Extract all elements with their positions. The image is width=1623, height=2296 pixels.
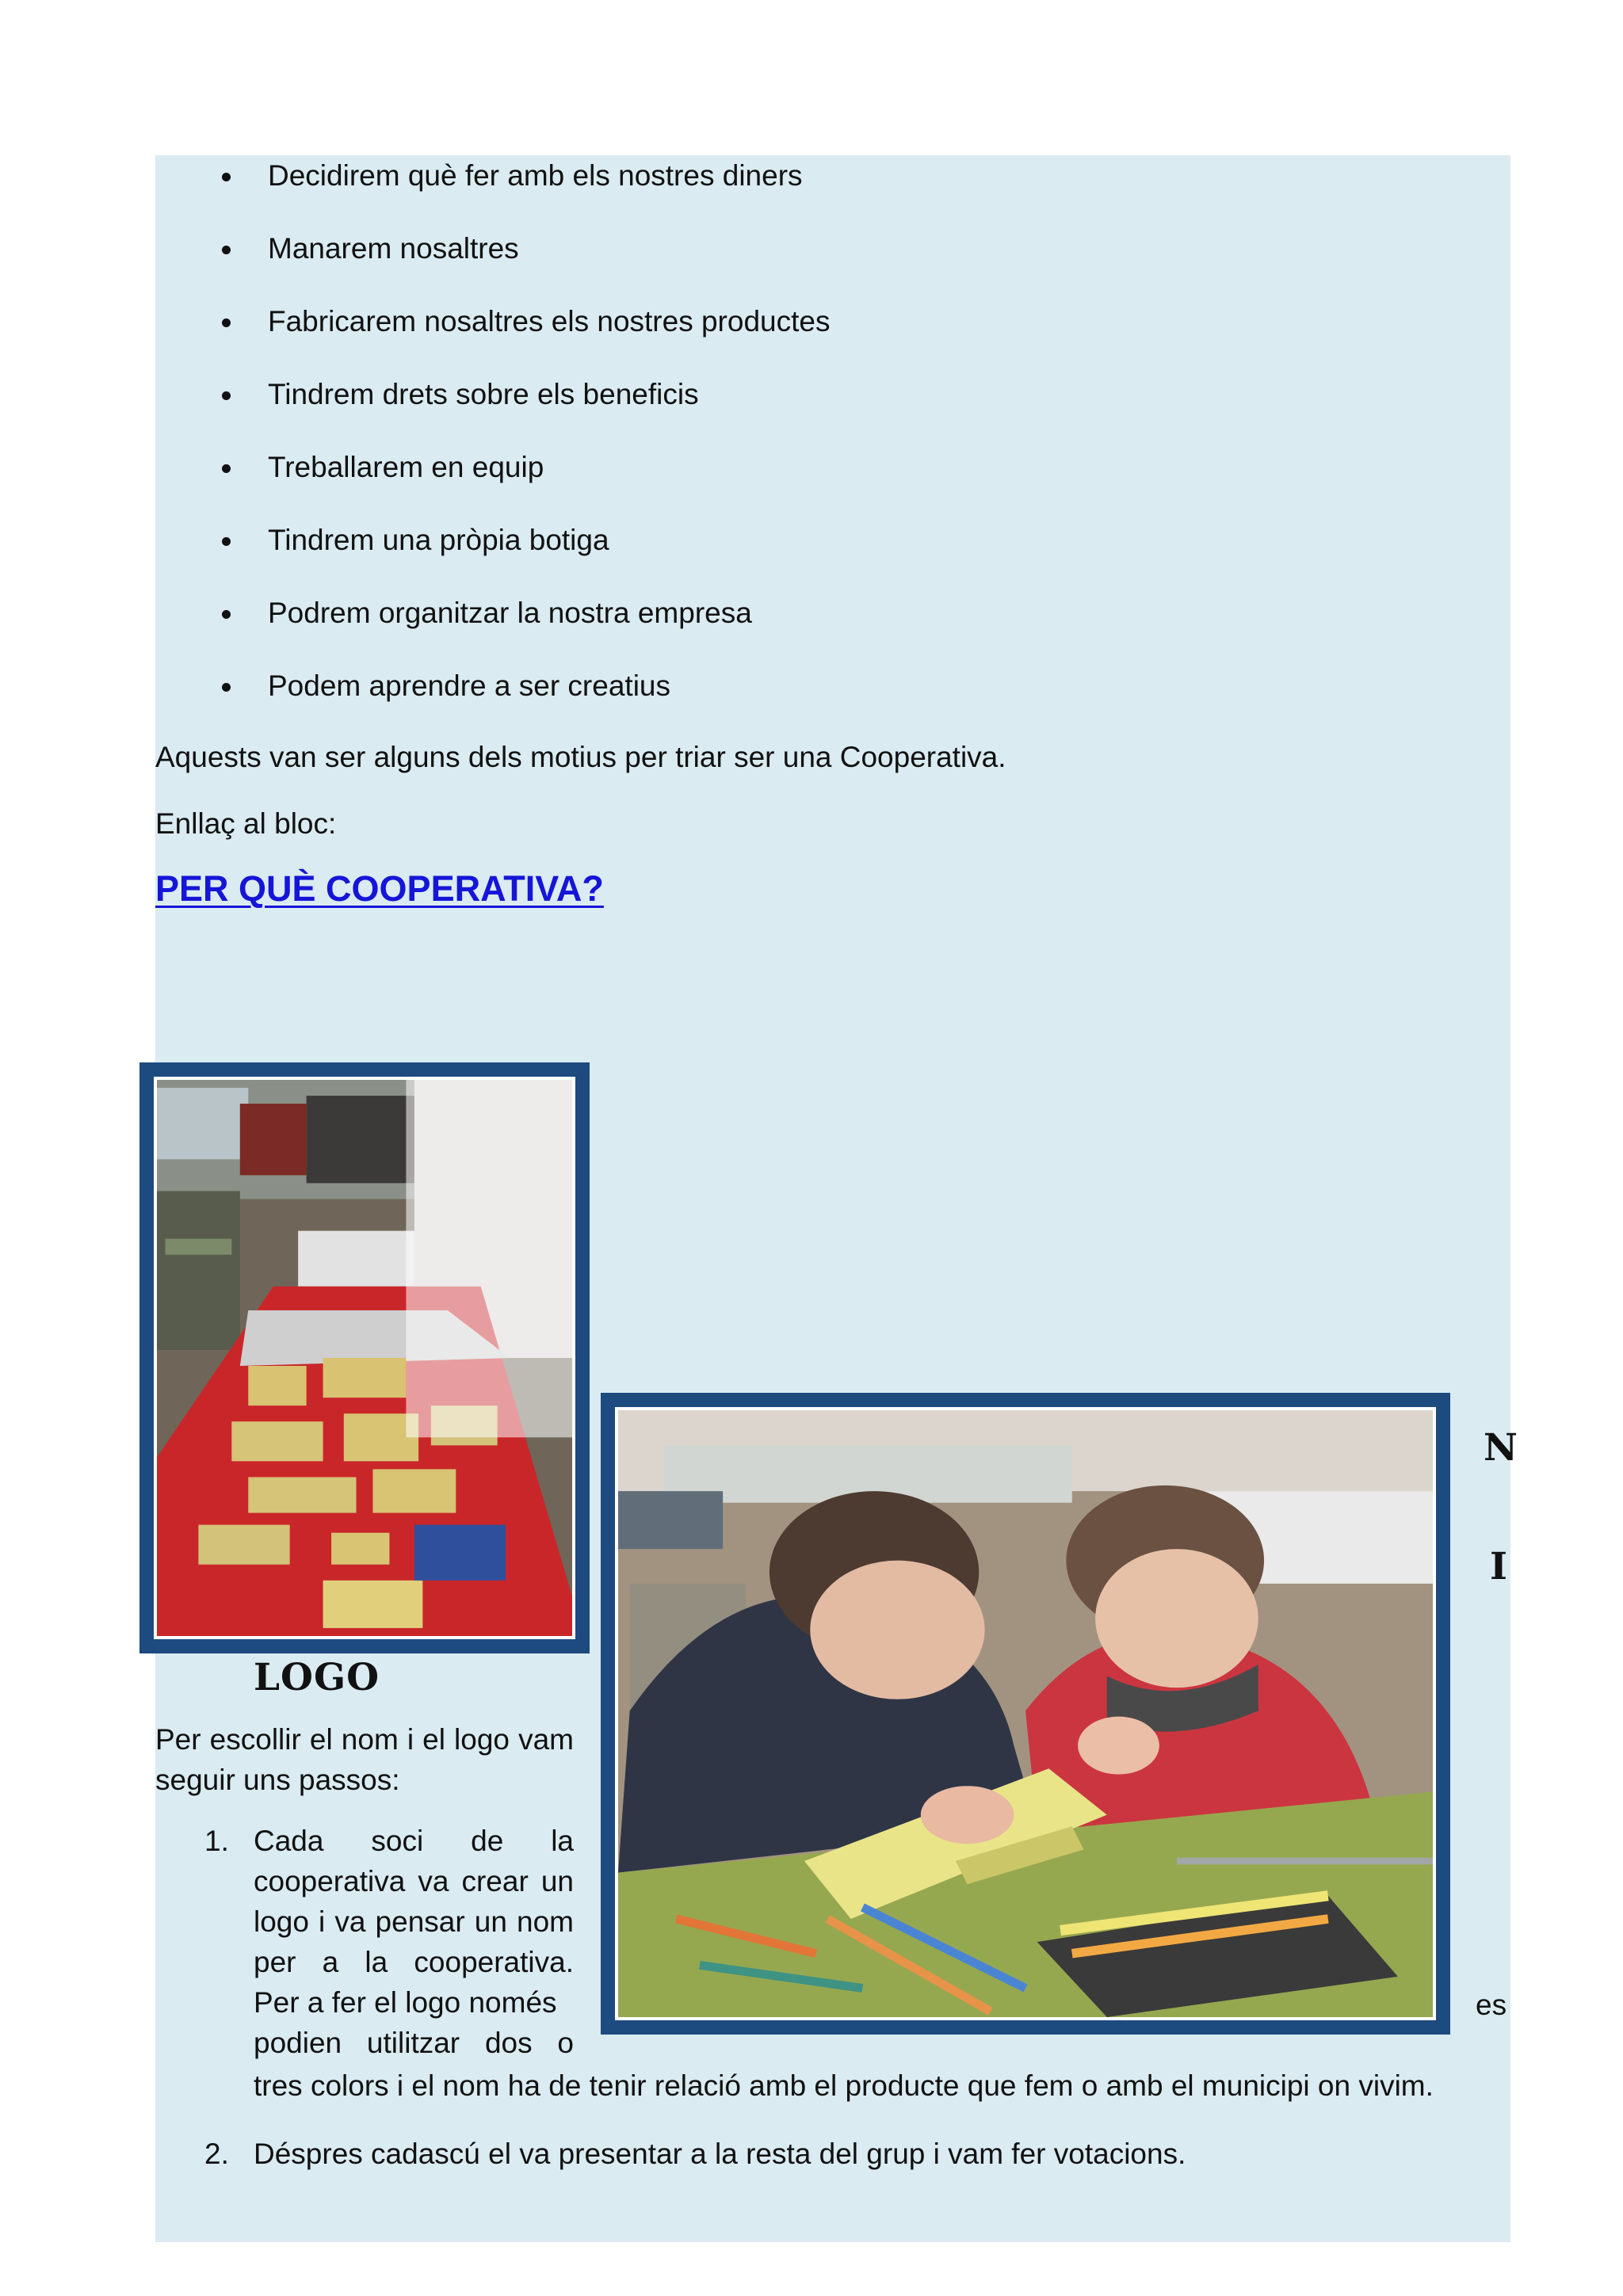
step-line: cooperativa va crear un	[254, 1865, 574, 1897]
step-line: logo i va pensar un nom	[254, 1905, 574, 1938]
list-item: Tindrem una pròpia botiga	[155, 520, 830, 593]
step-continuation: tres colors i el nom ha de tenir relació amb el producte que fem o amb el municipi on vivim.	[254, 2069, 1434, 2102]
list-item: Decidirem què fer amb els nostres diners	[155, 155, 830, 228]
logo-intro-text: Per escollir el nom i el logo vam seguir uns passos:	[155, 1723, 574, 1796]
side-letter-n: N	[1484, 1426, 1518, 1470]
step-line: Cada soci de la	[254, 1825, 574, 1857]
list-item: Podrem organitzar la nostra empresa	[155, 593, 830, 666]
list-item: Tindrem drets sobre els beneficis	[155, 374, 830, 447]
list-item: Treballarem en equip	[155, 447, 830, 520]
step-line-end-word: es	[1476, 1989, 1507, 2021]
products-photo-image	[157, 1080, 572, 1636]
step-line: podien utilitzar dos o	[254, 2027, 574, 2059]
list-item	[155, 1821, 574, 2063]
logo-section-heading: LOGO	[254, 1656, 380, 1699]
list-item: Manarem nosaltres	[155, 228, 830, 301]
step-number: 1.	[204, 1825, 229, 1857]
students-drawing-photo-image	[618, 1410, 1433, 2017]
step-line: per a la cooperativa.	[254, 1946, 574, 1978]
step-number: 2.	[204, 2138, 229, 2170]
step-text: Déspres cadascú el va presentar a la resta del grup i vam fer votacions.	[254, 2138, 1186, 2170]
step-line: Per a fer el logo només	[254, 1986, 557, 2019]
logo-steps-list	[155, 1821, 574, 2063]
side-letter-i: I	[1490, 1545, 1507, 1589]
blog-link[interactable]: PER QUÈ COOPERATIVA?	[155, 868, 604, 909]
list-item: Fabricarem nosaltres els nostres productes	[155, 301, 830, 374]
products-photo	[139, 1062, 590, 1653]
blog-label: Enllaç al bloc:	[155, 807, 337, 840]
list-item	[155, 2134, 1186, 2174]
list-item: Podem aprendre a ser creatius	[155, 666, 830, 738]
students-drawing-photo	[601, 1393, 1450, 2035]
reasons-summary: Aquests van ser alguns dels motius per triar ser una Cooperativa.	[155, 741, 1006, 773]
reasons-bullet-list	[155, 155, 830, 738]
